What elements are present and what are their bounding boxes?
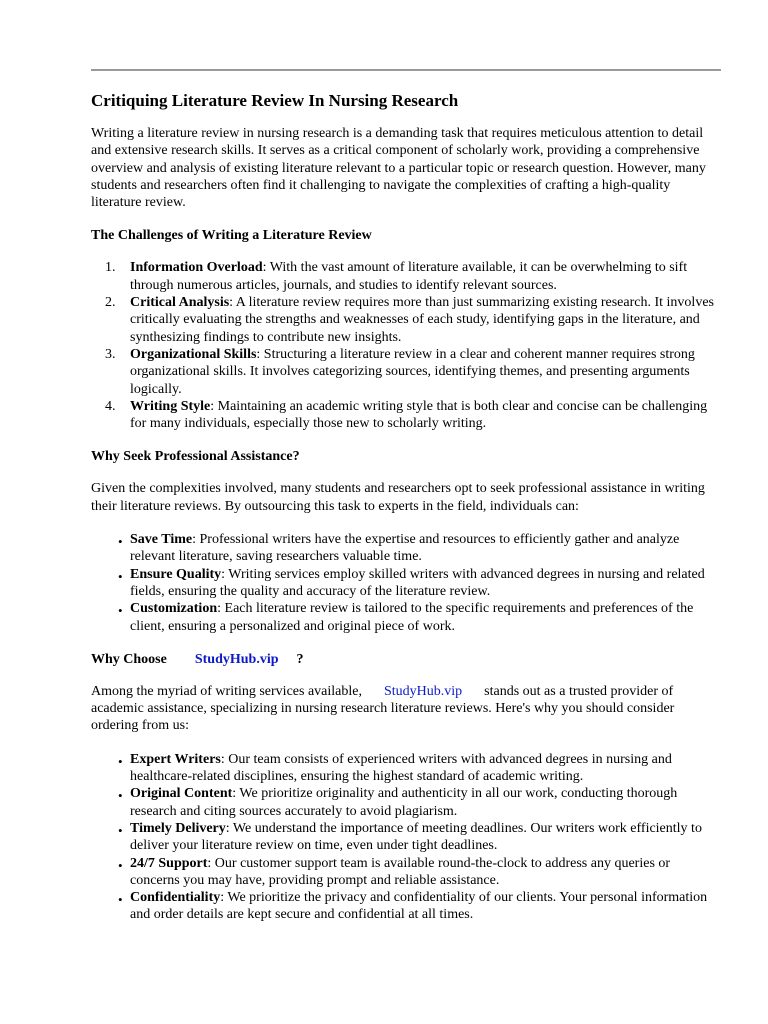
list-item [91,346,723,398]
bullet-icon: • [118,822,123,838]
assistance-list [91,531,723,635]
bullet-icon: • [118,788,123,804]
why-choose-suffix: ? [296,651,304,667]
list-item-term: 24/7 Support [130,855,208,871]
list-item-term: Timely Delivery [130,820,226,836]
bullet-icon: • [118,568,123,584]
list-item [91,785,723,820]
list-item-term: Confidentiality [130,890,221,906]
studyhub-inline-link[interactable]: StudyHub.vip [383,683,463,699]
list-item-term: Expert Writers [130,751,221,767]
why-choose-para-prefix: Among the myriad of writing services available, [91,683,362,699]
why-choose-prefix: Why Choose [91,651,167,667]
list-item [91,600,723,635]
list-item-text: : Maintaining an academic writing style that is both clear and concise can be challenging for many individuals, especially those new to scholarly writing. [130,398,708,432]
document-body [91,90,723,924]
bullet-icon: • [118,534,123,550]
list-number: 3. [105,346,116,362]
list-item-text: : Writing services employ skilled writers with advanced degrees in nursing and related fields, ensuring the quality and accuracy of the literature review. [130,566,705,599]
list-item-text: : Our customer support team is available round-the-clock to address any queries or concerns you may have, providing prompt and reliable assistance. [130,855,671,888]
list-item-term: Information Overload [130,260,263,276]
top-divider [91,69,721,71]
list-item-term: Critical Analysis [130,295,230,311]
list-item [91,531,723,566]
list-number: 2. [105,295,116,311]
list-item-text: : A literature review requires more than just summarizing existing research. It involves critically evaluating the strengths and weaknesses of each study, identifying gaps in the literature, and synthesizing findings to contribute new insights. [130,295,714,345]
assistance-heading: Why Seek Professional Assistance? [91,449,300,465]
list-item [91,566,723,601]
list-item-term: Organizational Skills [130,346,257,362]
why-choose-list [91,751,723,924]
list-item [91,398,723,433]
list-item-text: : We prioritize the privacy and confidentiality of our clients. Your personal information and order details are kept secure and confidential at all times. [130,890,708,923]
list-item-term: Customization [130,601,218,617]
list-number: 4. [105,398,116,414]
assistance-paragraph: Given the complexities involved, many students and researchers opt to seek professional assistance in writing their literature reviews. By outsourcing this task to experts in the field, individuals can: [91,481,705,514]
list-item-term: Save Time [130,532,193,548]
why-choose-heading [91,651,723,668]
why-choose-para-rest: provider of academic assistance, specializing in nursing research literature reviews. Here's why you should consider ordering from us: [91,683,675,734]
why-choose-paragraph [91,683,723,735]
page-title: Critiquing Literature Review In Nursing Research [91,91,459,110]
studyhub-heading-link[interactable]: StudyHub.vip [194,651,279,667]
list-item [91,751,723,786]
list-item [91,889,723,924]
challenges-list [91,259,723,432]
list-item [91,855,723,890]
list-item-text: : We understand the importance of meeting deadlines. Our writers work efficiently to deliver your literature review on time, even under tight deadlines. [130,820,702,854]
bullet-icon: • [118,753,123,769]
list-item [91,259,723,294]
list-item-term: Writing Style [130,398,211,414]
bullet-icon: • [118,892,123,908]
list-item-text: : With the vast amount of literature available, it can be overwhelming to sift through numerous articles, journals, and studies to identify relevant sources. [130,260,688,293]
list-number: 1. [105,260,116,276]
list-item [91,294,723,346]
list-item-text: : Professional writers have the expertise and resources to efficiently gather and analyze relevant literature, saving researchers valuable time. [130,532,680,565]
intro-paragraph: Writing a literature review in nursing research is a demanding task that requires meticulous attention to detail and extensive research skills. It serves as a critical component of scholarly work, providing a comprehensive overview and analysis of existing literature relevant to a particular topic or research question. However, many students and researchers often find it challenging to navigate the complexities of crafting a high-quality literature review. [91,126,706,211]
list-item-text: : Structuring a literature review in a clear and coherent manner requires strong organizational skills. It involves categorizing sources, identifying themes, and presenting arguments logically. [130,346,695,397]
list-item-text: : Our team consists of experienced writers with advanced degrees in nursing and healthcare-related disciplines, ensuring the highest standard of academic writing. [130,751,672,785]
bullet-icon: • [118,603,123,619]
list-item-term: Original Content [130,786,233,802]
challenges-heading: The Challenges of Writing a Literature Review [91,228,372,244]
list-item-term: Ensure Quality [130,566,222,582]
why-choose-para-suffix: stands out as a trusted [484,683,608,699]
list-item [91,820,723,855]
bullet-icon: • [118,857,123,873]
list-item-text: : Each literature review is tailored to the specific requirements and preferences of the client, ensuring a personalized and original piece of work. [130,601,694,634]
list-item-text: : We prioritize originality and authenticity in all our work, conducting thorough research and citing sources accurately to avoid plagiarism. [130,786,678,819]
